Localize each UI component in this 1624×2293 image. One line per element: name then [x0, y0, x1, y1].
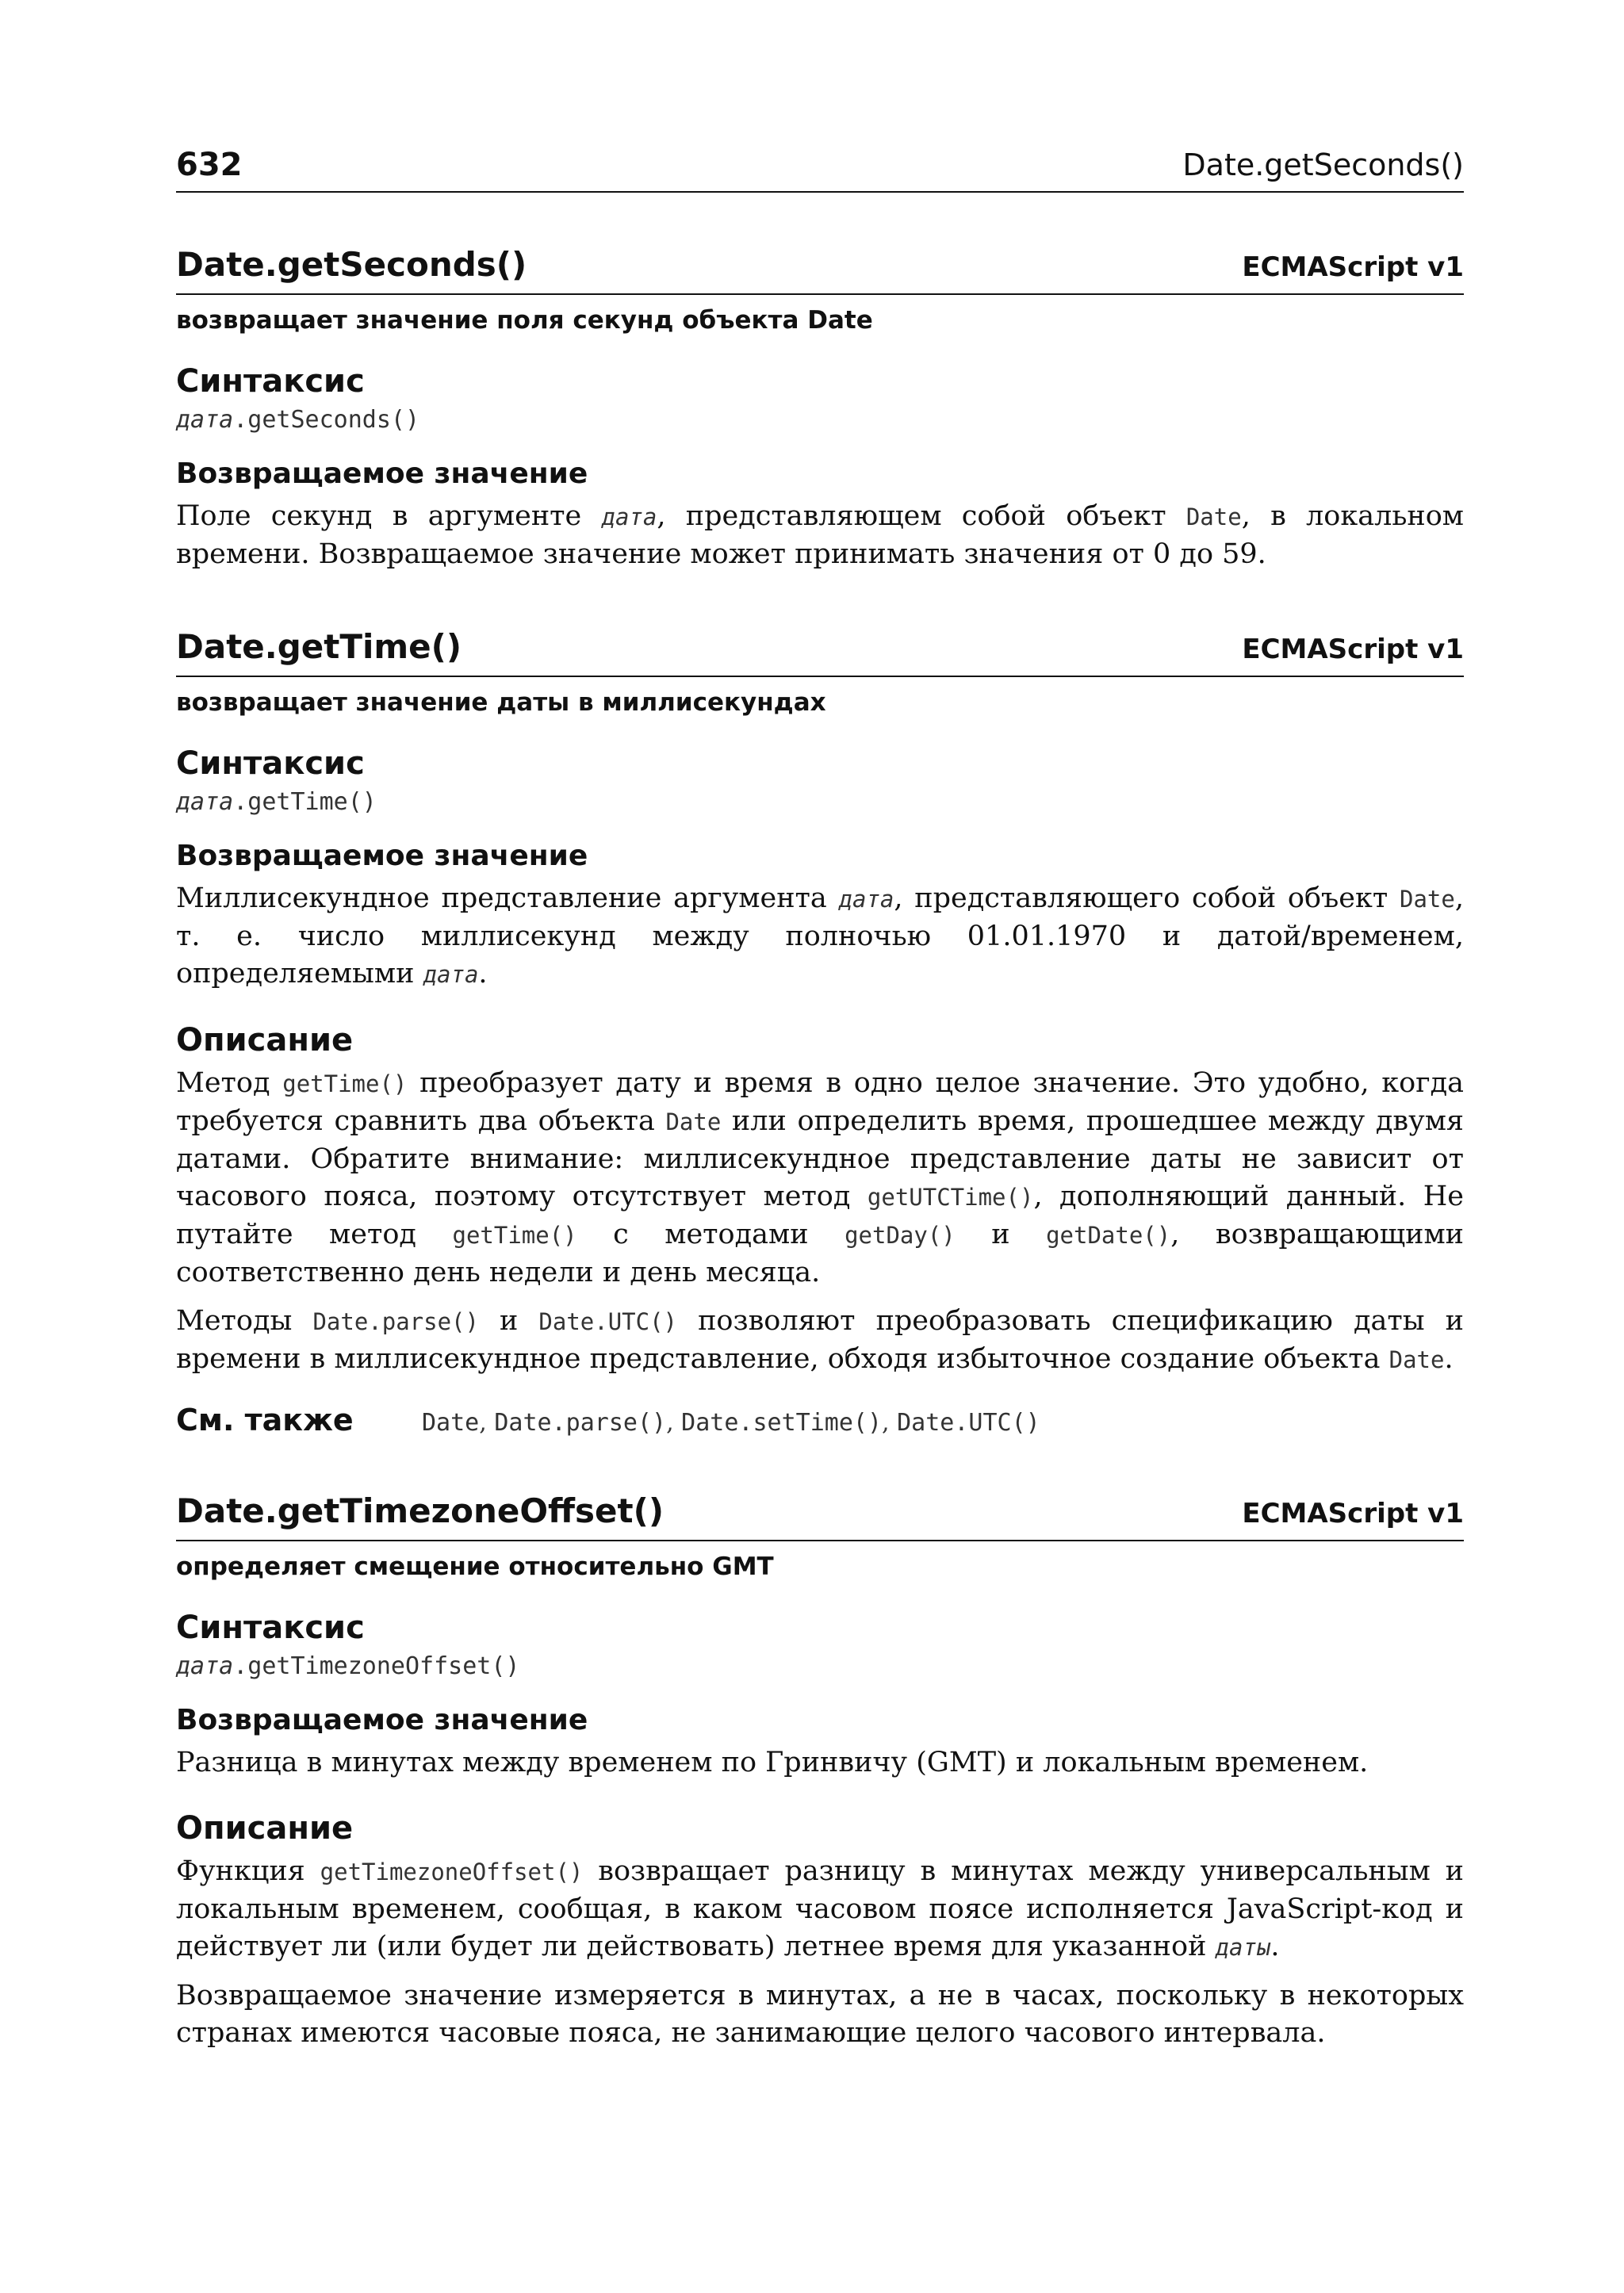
see-also-label: См. также [176, 1403, 354, 1437]
text-run: возвращает разницу в минутах между универсальным и локальным временем, сообщая, в каком часовом поясе исполняется JavaScript-код и действует ли (или будет ли действовать) летнее время для указанной [176, 1855, 1465, 1962]
code-run: getTime() [282, 1070, 408, 1097]
page-number: 632 [176, 147, 243, 183]
entry-version: ECMAScript v1 [1242, 1498, 1464, 1529]
text-run: и [955, 1219, 1047, 1250]
returns-paragraph: Разница в минутах между временем по Гринвичу (GMT) и локальным временем. [176, 1747, 1369, 1778]
text-run: Поле секунд в аргументе [176, 500, 602, 532]
text-run: . [1270, 1931, 1280, 1962]
entry-title: Date.getSeconds() [176, 245, 527, 284]
entry-summary: возвращает значение поля секунд объекта Date [176, 306, 873, 335]
text-run: . [478, 958, 488, 990]
text-run: , представляющего собой объект [894, 882, 1400, 914]
code-run: Date [665, 1108, 722, 1135]
arg-run: даты [1215, 1934, 1271, 1961]
returns-paragraph [176, 880, 1464, 993]
description-paragraph [176, 1853, 1464, 1966]
text-run: , в локальном времени. Возвращаемое значение может принимать значения от 0 до 59. [176, 500, 1465, 570]
see-also-link[interactable]: Date.parse() [494, 1409, 667, 1437]
text-run: преобразует дату и время в одно целое значение. Это удобно, когда требуется сравнить два объекта [176, 1067, 1464, 1137]
text-run: , дополняющий данный. Не путайте метод [176, 1181, 1464, 1250]
arg-run: дата [838, 886, 894, 913]
returns-paragraph [176, 498, 1464, 573]
syntax-heading: Синтаксис [176, 1610, 365, 1646]
book-page [176, 147, 1464, 2063]
code-run: getDay() [845, 1222, 956, 1249]
running-title: Date.getSeconds() [1182, 147, 1464, 182]
entry-title: Date.getTimezoneOffset() [176, 1491, 665, 1530]
code-run: Date.UTC() [538, 1308, 678, 1335]
syntax-call: .getSeconds() [233, 406, 420, 434]
description-paragraph: Возвращаемое значение измеряется в минутах, а не в часах, поскольку в некоторых странах имеются часовые пояса, не занимающие целого часового интервала. [176, 1980, 1464, 2049]
description-paragraph [176, 1303, 1464, 1379]
text-run: и [478, 1305, 539, 1337]
code-run: getUTCTime() [867, 1184, 1034, 1211]
syntax-heading: Синтаксис [176, 363, 365, 400]
entry-summary: возвращает значение даты в миллисекундах [176, 688, 826, 717]
code-run: getTime() [452, 1222, 577, 1249]
entry-getseconds [176, 245, 1464, 573]
text-run: Методы [176, 1305, 313, 1337]
entry-header [176, 245, 1464, 295]
entry-version: ECMAScript v1 [1242, 634, 1464, 665]
see-also-link[interactable]: Date.setTime() [681, 1409, 883, 1437]
text-run: позволяют преобразовать спецификацию даты и времени в миллисекундное представление, обходя избыточное создание объекта [176, 1305, 1464, 1375]
code-run: Date [1388, 1346, 1445, 1373]
code-run: Date [1185, 503, 1242, 530]
entry-title: Date.getTime() [176, 627, 462, 666]
text-run: Метод [176, 1067, 283, 1099]
returns-heading: Возвращаемое значение [176, 457, 588, 490]
text-run: Миллисекундное представление аргумента [176, 882, 839, 914]
entry-version: ECMAScript v1 [1242, 251, 1464, 283]
code-run: getDate() [1046, 1222, 1171, 1249]
entry-summary: определяет смещение относительно GMT [176, 1552, 774, 1581]
text-run: или определить время, прошедшее между двумя датами. Обратите внимание: миллисекундное представление даты не зависит от часового пояса, поэтому отсутствует метод [176, 1105, 1464, 1212]
syntax-arg: дата [176, 788, 234, 816]
description-paragraph [176, 1065, 1464, 1292]
see-also-link[interactable]: Date.UTC() [897, 1409, 1040, 1437]
syntax-line [176, 788, 1464, 816]
code-run: getTimezoneOffset() [320, 1859, 584, 1885]
entry-header [176, 1491, 1464, 1541]
syntax-line [176, 406, 1464, 434]
text-run: , т. е. число миллисекунд между полночью 01.01.1970 и датой/временем, определяемыми [176, 882, 1464, 990]
syntax-heading: Синтаксис [176, 745, 365, 782]
returns-heading: Возвращаемое значение [176, 840, 588, 872]
arg-run: дата [601, 503, 657, 530]
arg-run: дата [423, 961, 479, 988]
description-heading: Описание [176, 1022, 354, 1058]
entry-header [176, 627, 1464, 677]
text-run: с методами [576, 1219, 845, 1250]
running-header [176, 147, 1464, 193]
text-run: , возвращающими соответственно день недели и день месяца. [176, 1219, 1464, 1288]
see-also [176, 1403, 1464, 1437]
see-also-list: Date, Date.parse(), Date.setTime(), Date.UTC() [422, 1409, 1040, 1437]
entry-gettimezoneoffset [176, 1491, 1464, 2052]
returns-heading: Возвращаемое значение [176, 1704, 588, 1736]
syntax-line [176, 1652, 1464, 1680]
see-also-link[interactable]: Date [422, 1409, 480, 1437]
text-run: . [1444, 1343, 1454, 1375]
code-run: Date.parse() [312, 1308, 479, 1335]
code-run: Date [1400, 886, 1455, 913]
syntax-call: .getTime() [233, 788, 377, 816]
text-run: Функция [176, 1855, 320, 1887]
text-run: , представляющем собой объект [657, 500, 1186, 532]
syntax-arg: дата [176, 1652, 234, 1680]
syntax-arg: дата [176, 406, 234, 434]
description-heading: Описание [176, 1810, 354, 1847]
entry-gettime [176, 627, 1464, 1437]
syntax-call: .getTimezoneOffset() [233, 1652, 520, 1680]
